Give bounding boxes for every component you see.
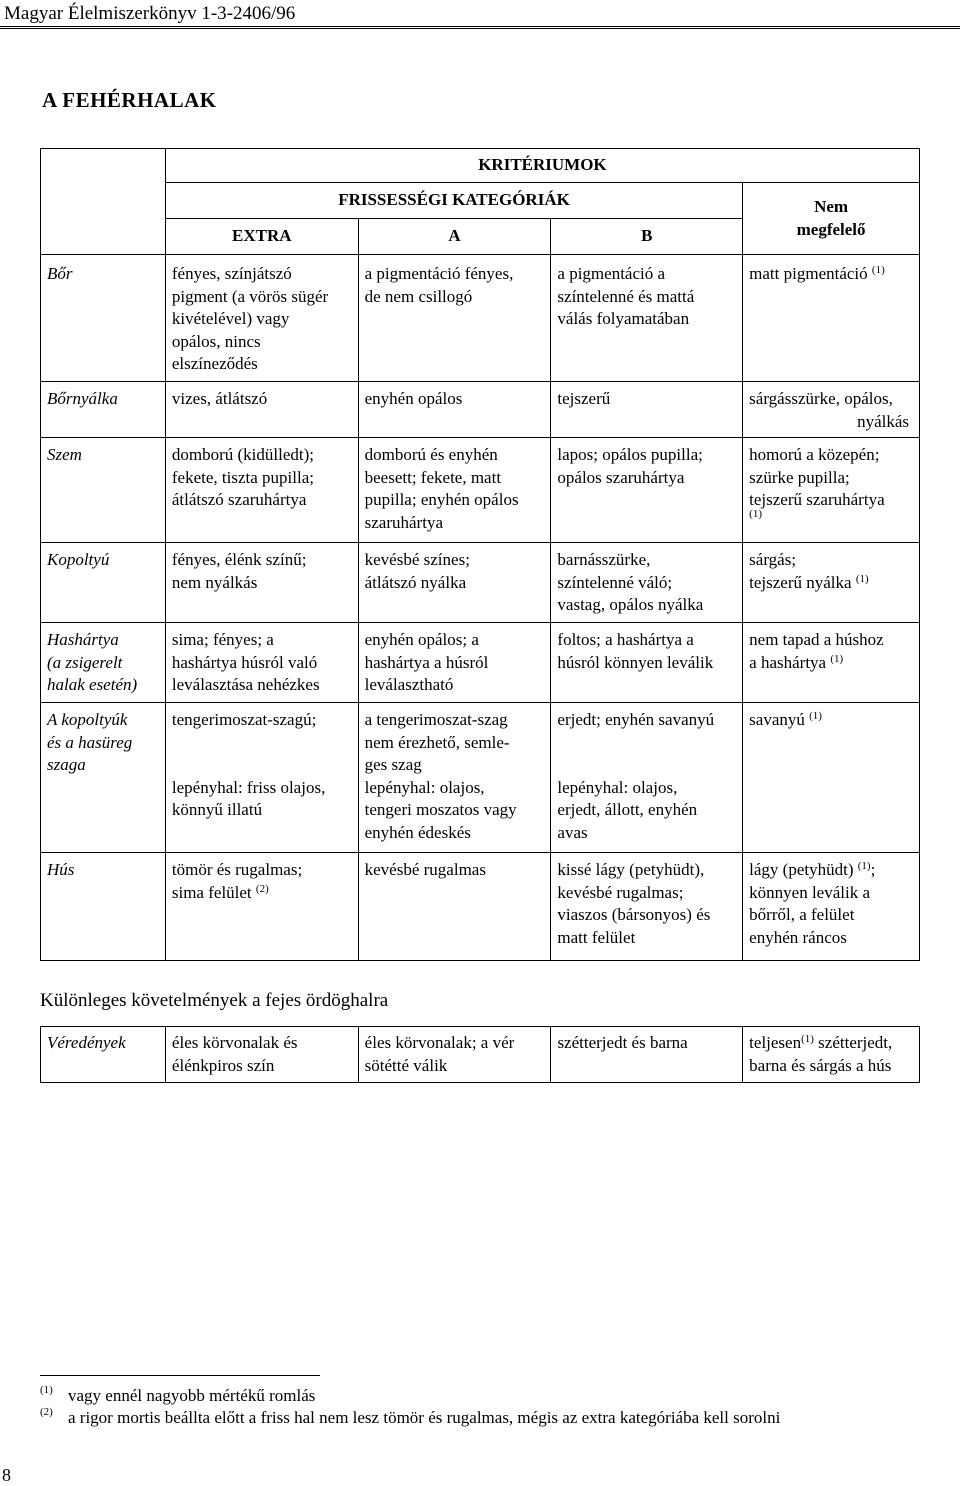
b-cell — [551, 623, 743, 703]
line: Hashártya — [47, 630, 119, 649]
line: savanyú $^{(1)}$ — [749, 710, 822, 729]
line: éles körvonalak; a vér — [364, 1033, 515, 1052]
line: sötétté válik — [364, 1055, 448, 1075]
line: lapos; opálos pupilla; — [557, 445, 703, 464]
line: matt felület — [557, 927, 636, 947]
line: barnásszürke, — [557, 550, 651, 569]
line: átlátszó nyálka — [364, 572, 467, 592]
line: éles körvonalak és — [171, 1033, 298, 1052]
line: enyhén édeskés — [364, 822, 471, 842]
line: domború és enyhén — [364, 445, 498, 464]
extra-cell — [165, 543, 358, 623]
line: erjedt; enyhén savanyú — [557, 710, 715, 729]
line: pupilla; enyhén opálos — [364, 490, 519, 509]
line: kevésbé rugalmas; — [557, 882, 684, 902]
table-row — [41, 1027, 920, 1083]
line: lepényhal: friss olajos, — [171, 777, 326, 797]
extra-cell — [165, 703, 358, 853]
extra-cell — [165, 438, 358, 543]
a-cell — [358, 623, 551, 703]
line: foltos; a hashártya a — [557, 630, 694, 649]
line: élénkpiros szín — [171, 1055, 275, 1075]
table-row — [41, 255, 920, 382]
line: Bőrnyálka — [47, 389, 118, 408]
footnote-ref: (1) — [855, 572, 869, 585]
line: barna és sárgás a hús — [749, 1055, 892, 1075]
footnote-ref: (1) — [809, 710, 822, 722]
line: enyhén opálos; a — [364, 630, 479, 649]
line: szaruhártya — [364, 512, 443, 532]
line: A kopoltyúk — [47, 710, 128, 729]
line: a pigmentáció a — [557, 264, 666, 283]
header-megfelelo-line: megfelelő — [796, 219, 866, 239]
footnote-ref: (1) — [857, 860, 871, 872]
category-cell — [41, 543, 166, 623]
line: teljesen$^{(1)}$ szétterjedt, — [749, 1033, 893, 1052]
a-cell — [358, 1027, 551, 1083]
criteria-table — [40, 148, 920, 961]
line: kivételével) vagy — [171, 309, 290, 328]
line: és a hasüreg — [47, 732, 133, 752]
line: hashártya a húsról — [364, 652, 489, 672]
line: fényes, élénk színű; — [171, 550, 307, 569]
b-cell — [551, 438, 743, 543]
line: beesett; fekete, matt — [364, 467, 502, 487]
nem-cell — [743, 1027, 920, 1083]
line — [557, 732, 736, 777]
header-extra: EXTRA — [165, 219, 358, 255]
a-cell — [358, 853, 551, 961]
line: tengerimoszat-szagú; — [171, 710, 317, 729]
line — [172, 732, 352, 777]
page-number: 8 — [2, 1465, 11, 1485]
line: vastag, opálos nyálka — [557, 595, 704, 614]
table-row — [41, 623, 920, 703]
nem-cell — [743, 255, 920, 382]
header-nem-line: Nem — [814, 197, 849, 216]
line: a tengerimoszat-szag — [364, 710, 508, 729]
line: tejszerű — [557, 389, 611, 408]
line: erjedt, állott, enyhén — [557, 800, 698, 819]
line: könnyen leválik a — [749, 882, 871, 902]
line: sima felület $^{(2)}$ — [171, 882, 269, 902]
line: homorú a közepén; — [749, 445, 880, 464]
line: sárgás; — [749, 550, 797, 569]
a-cell — [358, 703, 551, 853]
line: opálos szaruhártya — [557, 467, 685, 487]
category-cell — [41, 623, 166, 703]
table-row — [41, 703, 920, 853]
line: ges szag — [364, 755, 422, 774]
line: lepényhal: olajos, — [364, 777, 485, 797]
header-frissessegi: FRISSESSÉGI KATEGÓRIÁK — [165, 183, 742, 219]
line: kevésbé színes; — [364, 550, 470, 569]
category-cell — [41, 255, 166, 382]
b-cell — [551, 703, 743, 853]
table-row — [41, 543, 920, 623]
nem-cell — [743, 703, 920, 853]
line: tömör és rugalmas; — [171, 860, 303, 879]
line: Hús — [47, 860, 75, 879]
table-row — [41, 382, 920, 438]
special-requirements-title: Különleges követelmények a fejes ördöghalra — [40, 990, 389, 1011]
line: sárgásszürke, opálos, — [749, 389, 893, 408]
line: lágy (petyhüdt) $^{(1)}$; — [749, 860, 876, 879]
line: Bőr — [47, 264, 73, 283]
line: elszíneződés — [171, 354, 258, 373]
category-cell — [41, 853, 166, 961]
line: színtelenné és mattá — [557, 286, 695, 306]
header-b: B — [551, 219, 743, 255]
header-text: Magyar Élelmiszerkönyv 1-3-2406/96 — [4, 3, 296, 24]
line: színtelenné váló; — [557, 572, 673, 592]
line: szaga — [47, 755, 86, 774]
line: enyhén opálos — [364, 389, 463, 408]
line: könnyű illatú — [171, 800, 263, 819]
line: leválasztása nehézkes — [171, 675, 320, 694]
header-a: A — [358, 219, 551, 255]
extra-cell — [165, 853, 358, 961]
line: avas — [557, 822, 588, 842]
line: átlátszó szaruhártya — [171, 490, 307, 509]
footnote-ref: (2) — [255, 882, 269, 895]
b-cell — [551, 382, 743, 438]
line: de nem csillogó — [364, 286, 473, 306]
line: szürke pupilla; — [749, 467, 850, 487]
a-cell — [358, 255, 551, 382]
line: húsról könnyen leválik — [557, 652, 714, 672]
a-cell — [358, 382, 551, 438]
line: bőrről, a felület — [749, 905, 855, 924]
table-header-row — [41, 183, 920, 219]
footnote-mark: (1) — [40, 1384, 53, 1396]
line: Véredények — [47, 1033, 126, 1052]
line: nem nyálkás — [171, 572, 258, 592]
footnote-ref: (1) — [830, 652, 844, 665]
line: Szem — [47, 445, 82, 464]
footnote-ref: (1) — [801, 1033, 814, 1045]
line: halak esetén) — [47, 675, 138, 694]
b-cell — [551, 255, 743, 382]
nem-cell — [743, 382, 920, 438]
line: nem tapad a húshoz — [749, 630, 884, 649]
line: kissé lágy (petyhüdt), — [557, 860, 705, 879]
table-header-row — [41, 149, 920, 183]
nem-cell — [743, 438, 920, 543]
header-kriteriumok: KRITÉRIUMOK — [165, 149, 919, 183]
category-cell — [41, 1027, 166, 1083]
line: leválasztható — [364, 675, 454, 694]
a-cell — [358, 543, 551, 623]
line: tengeri moszatos vagy — [364, 800, 517, 819]
line: válás folyamatában — [557, 309, 690, 328]
line: a hashártya $^{(1)}$ — [749, 652, 844, 672]
line: domború (kidülledt); — [171, 445, 314, 464]
special-table — [40, 1026, 920, 1083]
line: lepényhal: olajos, — [557, 777, 678, 797]
line: nyálkás — [857, 411, 909, 431]
footnote-ref: (1) — [749, 507, 762, 520]
line: kevésbé rugalmas — [364, 860, 486, 879]
category-cell — [41, 382, 166, 438]
line: szétterjedt és barna — [557, 1033, 688, 1052]
extra-cell — [165, 1027, 358, 1083]
nem-cell — [743, 543, 920, 623]
nem-cell — [743, 853, 920, 961]
b-cell — [551, 543, 743, 623]
extra-cell — [165, 623, 358, 703]
line: sima; fényes; a — [171, 630, 274, 649]
page-title: A FEHÉRHALAK — [42, 88, 217, 112]
footnote-ref: (1) — [871, 264, 885, 276]
line: pigment (a vörös sügér — [171, 286, 329, 306]
category-cell — [41, 703, 166, 853]
line: vizes, átlátszó — [171, 389, 268, 408]
line: tejszerű szaruhártya — [749, 490, 885, 509]
b-cell — [551, 1027, 743, 1083]
b-cell — [551, 853, 743, 961]
page-header — [0, 0, 960, 29]
header-empty-cell — [41, 149, 166, 255]
footnote-mark: (2) — [40, 1406, 53, 1418]
line: tejszerű nyálka $^{(1)}$ — [749, 572, 869, 592]
table-row — [41, 438, 920, 543]
extra-cell — [165, 255, 358, 382]
line: viaszos (bársonyos) és — [557, 905, 711, 924]
footnote-text: vagy ennél nagyobb mértékű romlás — [68, 1386, 316, 1405]
extra-cell — [165, 382, 358, 438]
line: fekete, tiszta pupilla; — [171, 467, 314, 487]
nem-cell — [743, 623, 920, 703]
a-cell — [358, 438, 551, 543]
line: a pigmentáció fényes, — [364, 264, 514, 283]
line: nem érezhető, semle- — [364, 732, 510, 752]
line: hashártya húsról való — [171, 652, 318, 672]
line: opálos, nincs — [171, 331, 261, 351]
line: (a zsigerelt — [47, 652, 123, 672]
line: matt pigmentáció $^{(1)}$ — [749, 264, 885, 283]
line: Kopoltyú — [47, 550, 110, 569]
header-nem-megfelelo — [743, 183, 920, 255]
footnote-text: a rigor mortis beállta előtt a friss hal nem lesz tömör és rugalmas, mégis az extra kategóriába kell sorolni — [68, 1408, 781, 1427]
line: fényes, színjátszó — [171, 264, 292, 283]
table-row — [41, 853, 920, 961]
line: enyhén ráncos — [749, 927, 847, 947]
category-cell — [41, 438, 166, 543]
footnote-separator — [40, 1375, 320, 1376]
